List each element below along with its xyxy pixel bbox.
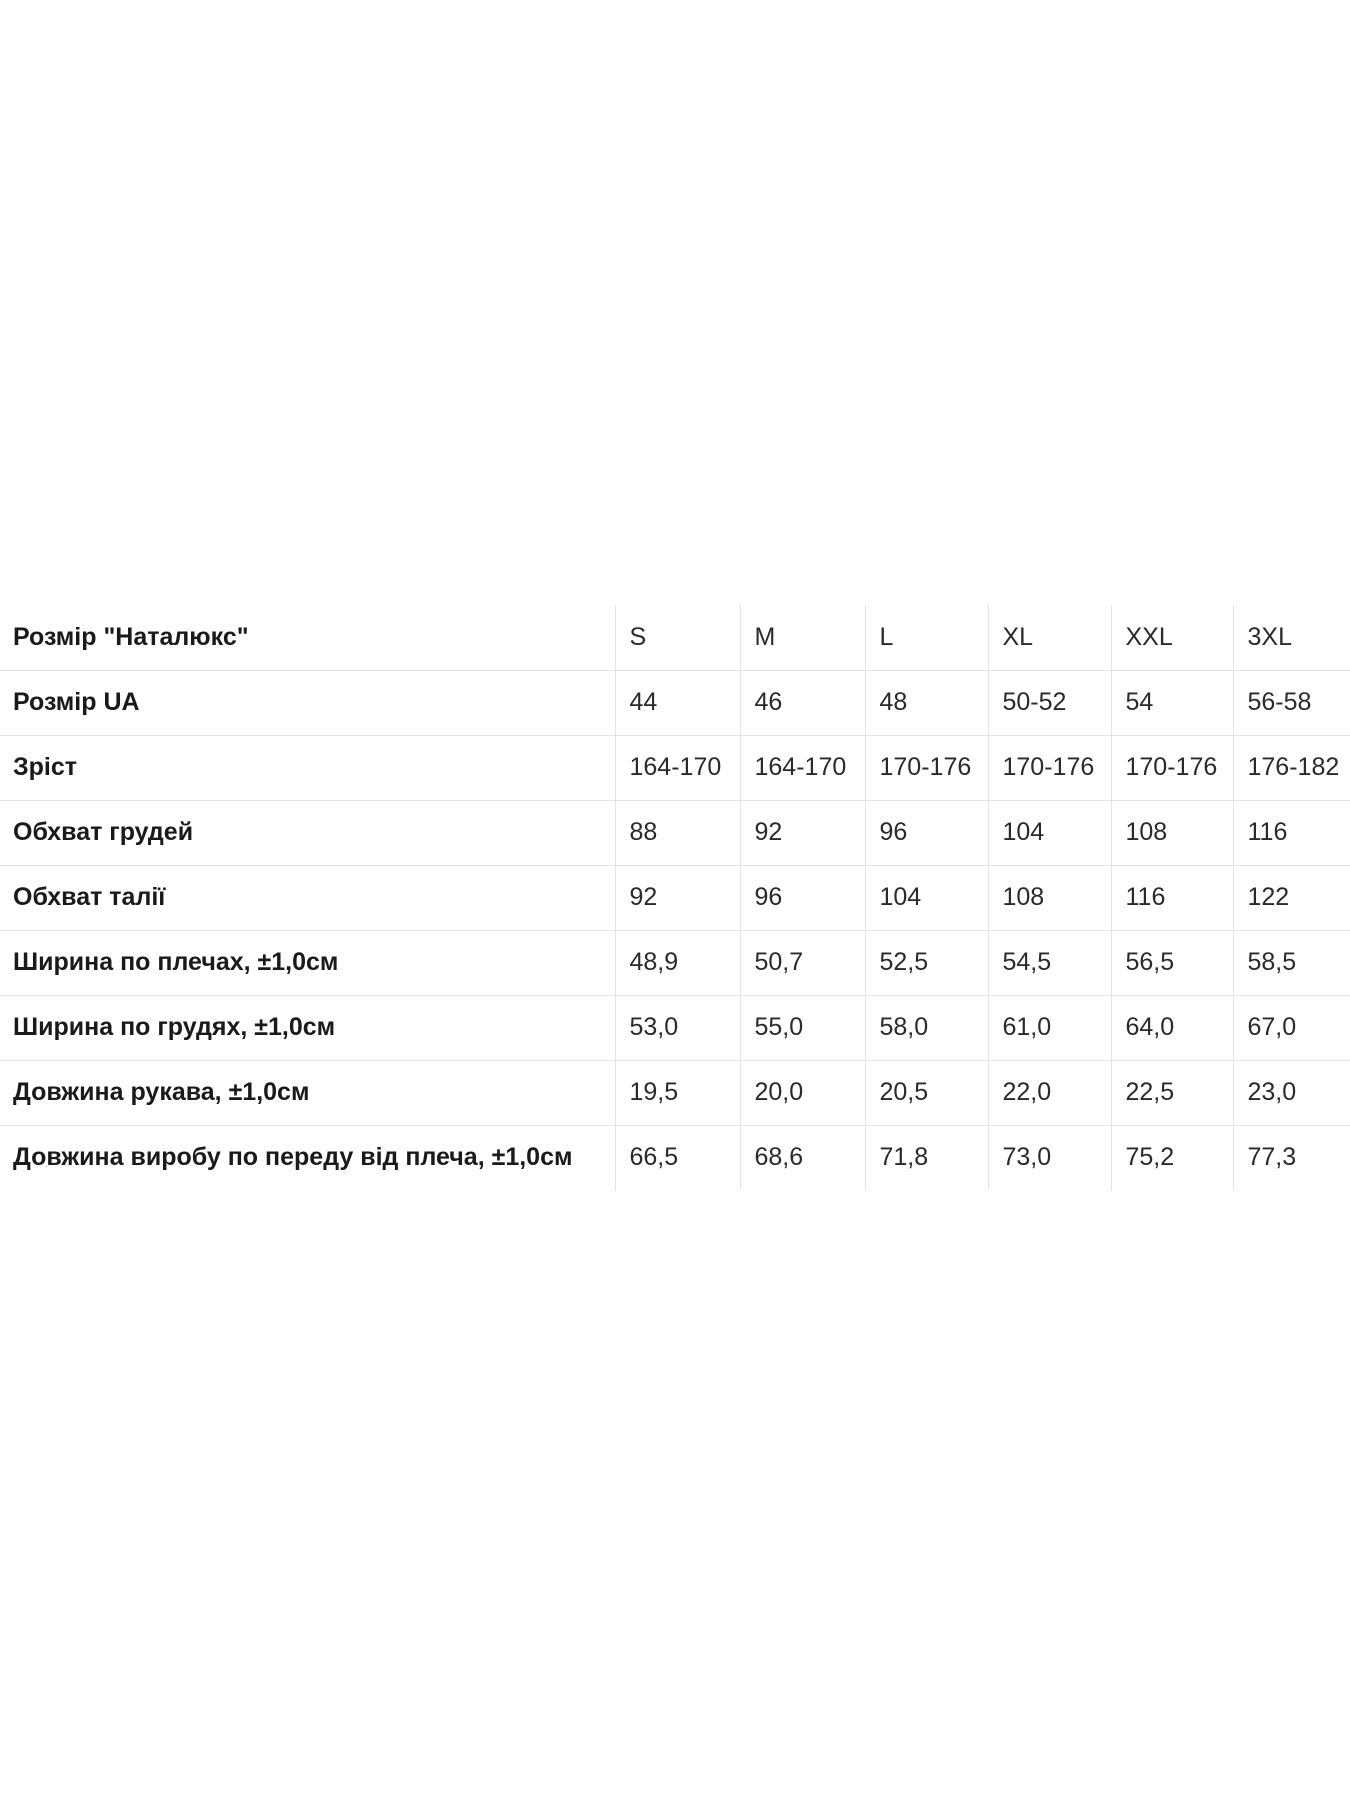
table-cell: 55,0 — [740, 995, 865, 1060]
table-cell: 50-52 — [988, 670, 1111, 735]
table-cell: 108 — [1111, 800, 1233, 865]
row-label: Довжина виробу по переду від плеча, ±1,0см — [13, 1143, 573, 1172]
size-chart-table — [0, 605, 1350, 1190]
table-cell: 73,0 — [988, 1125, 1111, 1190]
size-header-cell: 3XL — [1233, 605, 1350, 670]
table-cell: 20,0 — [740, 1060, 865, 1125]
table-cell: 22,5 — [1111, 1060, 1233, 1125]
table-cell: 58,0 — [865, 995, 988, 1060]
table-row — [0, 865, 1350, 930]
table-cell: 48,9 — [615, 930, 740, 995]
table-row — [0, 800, 1350, 865]
table-cell: 64,0 — [1111, 995, 1233, 1060]
size-header-cell: M — [740, 605, 865, 670]
table-cell: 23,0 — [1233, 1060, 1350, 1125]
table-cell: 44 — [615, 670, 740, 735]
table-cell: 88 — [615, 800, 740, 865]
table-cell: 170-176 — [988, 735, 1111, 800]
table-cell: 104 — [865, 865, 988, 930]
table-cell: 61,0 — [988, 995, 1111, 1060]
table-cell: 68,6 — [740, 1125, 865, 1190]
size-chart-body — [0, 605, 1350, 1190]
row-label: Розмір "Наталюкс" — [0, 605, 615, 670]
table-cell: 52,5 — [865, 930, 988, 995]
table-cell: 66,5 — [615, 1125, 740, 1190]
table-cell: 56-58 — [1233, 670, 1350, 735]
table-row — [0, 930, 1350, 995]
table-cell: 108 — [988, 865, 1111, 930]
row-label: Обхват грудей — [0, 800, 615, 865]
row-label: Довжина рукава, ±1,0см — [0, 1060, 615, 1125]
size-header-cell: L — [865, 605, 988, 670]
table-cell: 116 — [1111, 865, 1233, 930]
table-row — [0, 670, 1350, 735]
table-cell: 54 — [1111, 670, 1233, 735]
table-header-row — [0, 605, 1350, 670]
row-label: Ширина по грудях, ±1,0см — [0, 995, 615, 1060]
table-cell: 92 — [740, 800, 865, 865]
table-row — [0, 735, 1350, 800]
table-cell: 20,5 — [865, 1060, 988, 1125]
table-cell: 104 — [988, 800, 1111, 865]
table-cell: 122 — [1233, 865, 1350, 930]
table-cell: 19,5 — [615, 1060, 740, 1125]
row-label: Обхват талії — [0, 865, 615, 930]
table-cell: 48 — [865, 670, 988, 735]
table-cell: 56,5 — [1111, 930, 1233, 995]
table-cell: 92 — [615, 865, 740, 930]
table-cell: 96 — [740, 865, 865, 930]
table-cell: 164-170 — [740, 735, 865, 800]
table-cell: 77,3 — [1233, 1125, 1350, 1190]
table-cell: 46 — [740, 670, 865, 735]
table-cell: 75,2 — [1111, 1125, 1233, 1190]
row-label: Розмір UA — [0, 670, 615, 735]
table-cell: 96 — [865, 800, 988, 865]
table-cell: 22,0 — [988, 1060, 1111, 1125]
table-cell: 54,5 — [988, 930, 1111, 995]
row-label: Зріст — [0, 735, 615, 800]
table-cell: 50,7 — [740, 930, 865, 995]
table-cell: 170-176 — [1111, 735, 1233, 800]
table-row — [0, 995, 1350, 1060]
row-label: Ширина по плечах, ±1,0см — [0, 930, 615, 995]
table-cell: 71,8 — [865, 1125, 988, 1190]
table-cell: 53,0 — [615, 995, 740, 1060]
table-cell: 58,5 — [1233, 930, 1350, 995]
table-row — [0, 1060, 1350, 1125]
size-header-cell: XXL — [1111, 605, 1233, 670]
table-cell: 116 — [1233, 800, 1350, 865]
size-header-cell: XL — [988, 605, 1111, 670]
table-cell: 170-176 — [865, 735, 988, 800]
table-row — [0, 1125, 1350, 1190]
size-header-cell: S — [615, 605, 740, 670]
table-cell: 176-182 — [1233, 735, 1350, 800]
table-cell: 164-170 — [615, 735, 740, 800]
table-cell: 67,0 — [1233, 995, 1350, 1060]
